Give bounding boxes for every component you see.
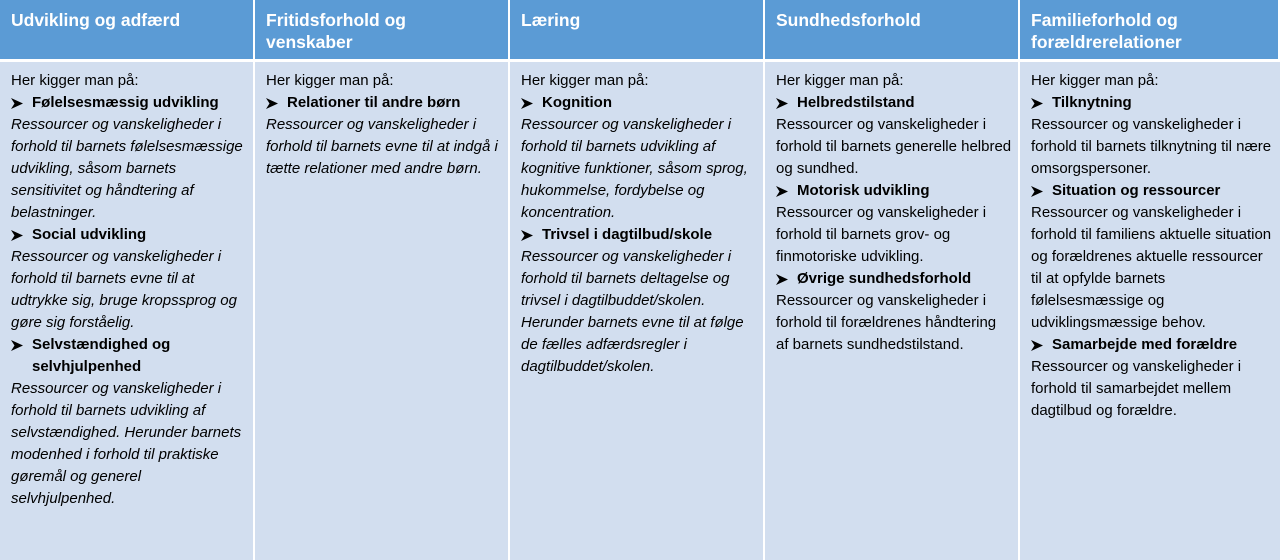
- arrow-bullet-icon: [1031, 180, 1044, 202]
- header-familieforhold-og-foraeldrerelationer: Familieforhold og forældrerelationer: [1020, 0, 1280, 62]
- arrow-bullet-icon: [521, 224, 534, 246]
- topic-label: Trivsel i dagtilbud/skole: [542, 226, 713, 243]
- topic-title: [776, 92, 1012, 114]
- topic-label: Situation og ressourcer: [1052, 182, 1221, 199]
- arrow-bullet-icon: [776, 92, 789, 114]
- intro-text: Her kigger man på:: [521, 72, 649, 89]
- header-fritidsforhold-og-venskaber: Fritidsforhold og venskaber: [255, 0, 510, 62]
- topic-description: Ressourcer og vanskeligheder i forhold til barnets følelsesmæssige udvikling, såsom barnets sensitivitet og håndtering af belastninger.: [11, 116, 243, 221]
- topic-title: [11, 334, 247, 378]
- topic-description: Ressourcer og vanskeligheder i forhold til barnets tilknytning til nære omsorgspersoner.: [1031, 116, 1272, 177]
- topic-label: Social udvikling: [32, 226, 147, 243]
- topic-title: [521, 224, 757, 246]
- topic-title: [776, 180, 1012, 202]
- topic-label: Øvrige sundhedsforhold: [797, 270, 972, 287]
- topic-description: Ressourcer og vanskeligheder i forhold til barnets grov- og finmotoriske udvikling.: [776, 204, 987, 265]
- topic-label: Motorisk udvikling: [797, 182, 930, 199]
- topic-title: [776, 268, 1012, 290]
- topic-title: [1031, 92, 1274, 114]
- header-udvikling-og-adfaerd: Udvikling og adfærd: [0, 0, 255, 62]
- topic-title: [1031, 180, 1274, 202]
- cell-familieforhold-og-foraeldrerelationer: [1020, 62, 1280, 560]
- topic-description: Ressourcer og vanskeligheder i forhold til barnets udvikling af selvstændighed. Herunder barnets modenhed i forhold til praktiske gøremål og generel selvhjulpenhed.: [11, 380, 242, 507]
- arrow-bullet-icon: [1031, 334, 1044, 356]
- topic-label: Følelsesmæssig udvikling: [32, 94, 219, 111]
- arrow-bullet-icon: [11, 334, 24, 356]
- topic-description: Ressourcer og vanskeligheder i forhold til barnets evne til at udtrykke sig, bruge kropssprog og gøre sig forståelig.: [11, 248, 237, 331]
- topic-label: Selvstændighed og selvhjulpenhed: [32, 336, 171, 375]
- topic-title: [11, 92, 247, 114]
- topic-title: [521, 92, 757, 114]
- topic-description: Ressourcer og vanskeligheder i forhold til barnets generelle helbred og sundhed.: [776, 116, 1012, 177]
- topic-description: Ressourcer og vanskeligheder i forhold til barnets evne til at indgå i tætte relationer med andre børn.: [266, 116, 498, 177]
- topic-label: Kognition: [542, 94, 612, 111]
- topic-title: [266, 92, 502, 114]
- topic-description: Ressourcer og vanskeligheder i forhold til barnets udvikling af kognitive funktioner, såsom sprog, hukommelse, fordybelse og koncentration.: [521, 116, 748, 221]
- arrow-bullet-icon: [776, 180, 789, 202]
- topic-label: Relationer til andre børn: [287, 94, 461, 111]
- cell-sundhedsforhold: [765, 62, 1020, 560]
- intro-text: Her kigger man på:: [266, 72, 394, 89]
- intro-text: Her kigger man på:: [11, 72, 139, 89]
- intro-text: Her kigger man på:: [1031, 72, 1159, 89]
- cell-udvikling-og-adfaerd: [0, 62, 255, 560]
- cell-laering: [510, 62, 765, 560]
- topic-description: Ressourcer og vanskeligheder i forhold til barnets deltagelse og trivsel i dagtilbuddet/skolen. Herunder barnets evne til at følge de fælles adfærdsregler i dagtilbuddet/skolen.: [521, 248, 744, 375]
- arrow-bullet-icon: [1031, 92, 1044, 114]
- topic-description: Ressourcer og vanskeligheder i forhold til familiens aktuelle situation og forældrenes aktuelle ressourcer til at opfylde barnets følelsesmæssige og udviklingsmæssige behov.: [1031, 204, 1272, 331]
- topic-description: Ressourcer og vanskeligheder i forhold til samarbejdet mellem dagtilbud og forældre.: [1031, 358, 1242, 419]
- header-laering: Læring: [510, 0, 765, 62]
- arrow-bullet-icon: [11, 92, 24, 114]
- arrow-bullet-icon: [776, 268, 789, 290]
- topic-title: [1031, 334, 1274, 356]
- topic-label: Samarbejde med forældre: [1052, 336, 1238, 353]
- cell-fritidsforhold-og-venskaber: [255, 62, 510, 560]
- intro-text: Her kigger man på:: [776, 72, 904, 89]
- arrow-bullet-icon: [266, 92, 279, 114]
- topic-description: Ressourcer og vanskeligheder i forhold til forældrenes håndtering af barnets sundhedstilstand.: [776, 292, 997, 353]
- arrow-bullet-icon: [11, 224, 24, 246]
- arrow-bullet-icon: [521, 92, 534, 114]
- topic-title: [11, 224, 247, 246]
- topic-label: Tilknytning: [1052, 94, 1132, 111]
- topic-label: Helbredstilstand: [797, 94, 915, 111]
- header-sundhedsforhold: Sundhedsforhold: [765, 0, 1020, 62]
